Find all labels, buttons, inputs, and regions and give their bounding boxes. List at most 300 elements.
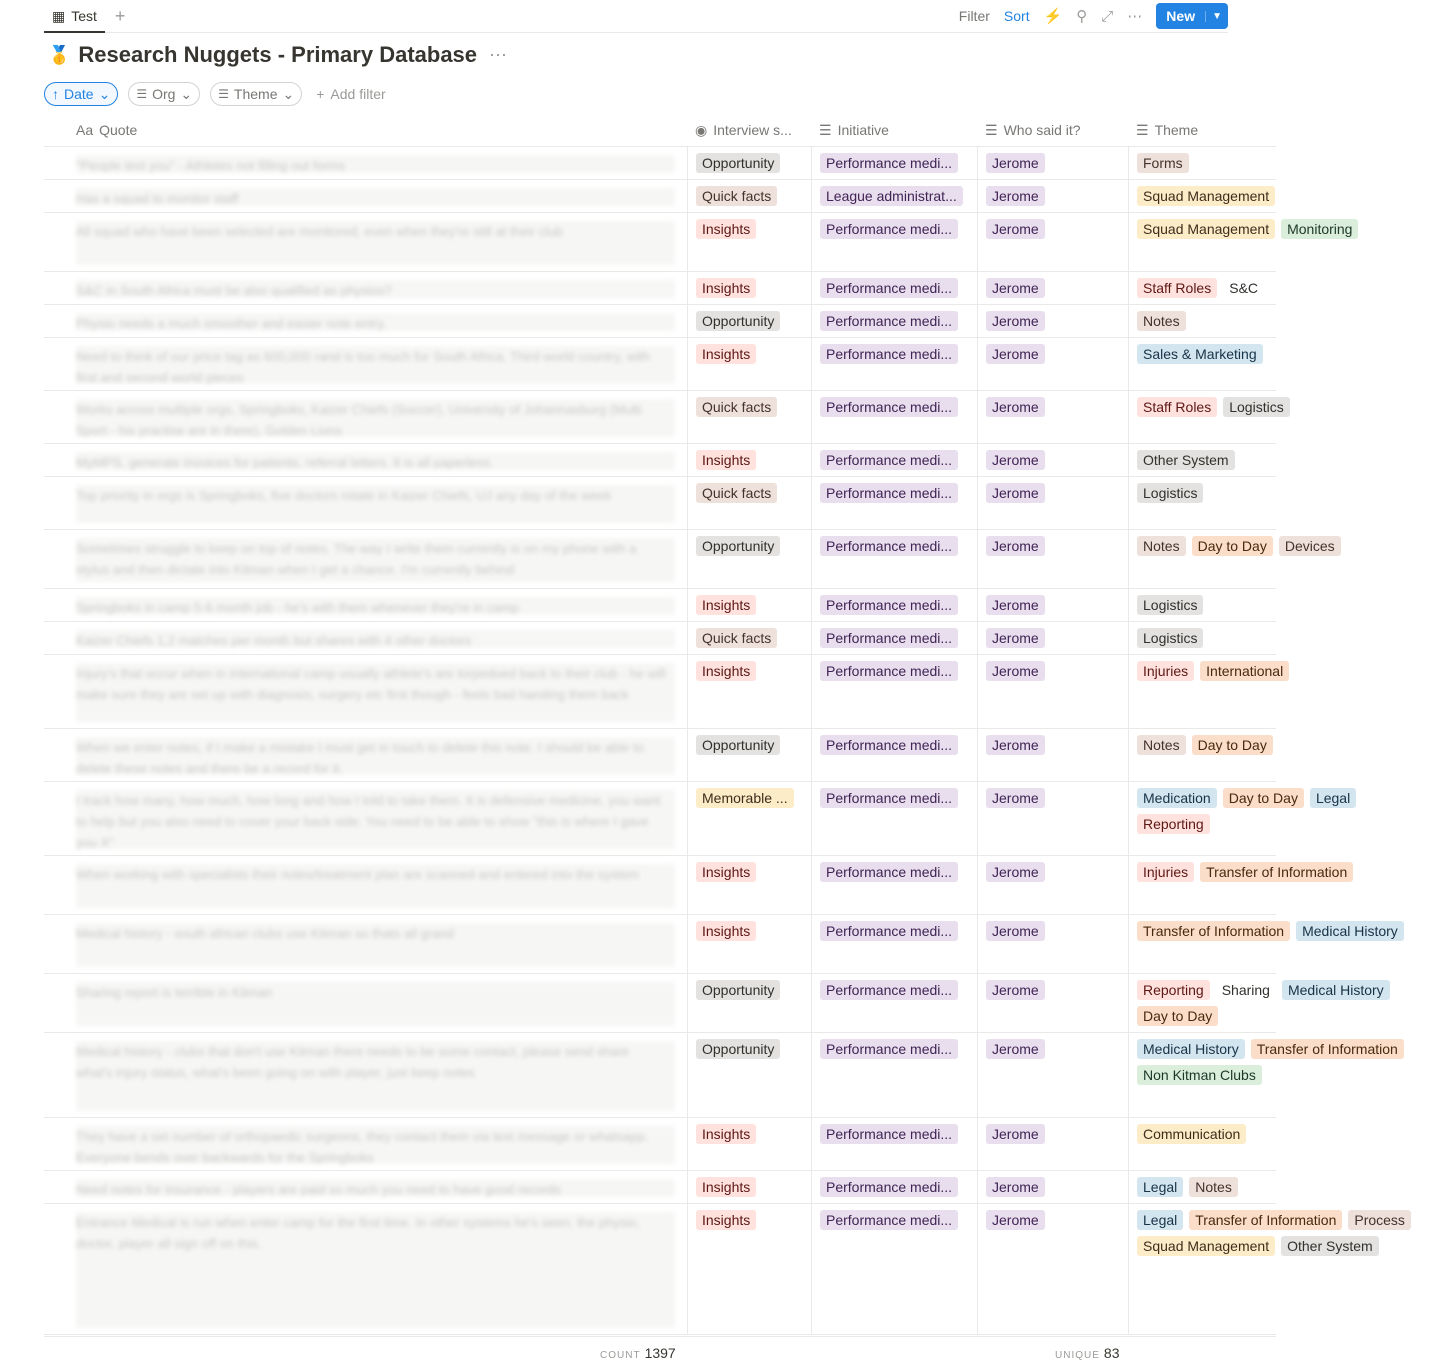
- theme-tags: [1137, 536, 1437, 562]
- filter-date[interactable]: [44, 82, 118, 106]
- filter-bar: [44, 82, 386, 106]
- filter-label: Org: [152, 86, 176, 102]
- theme-tags: [1137, 219, 1437, 245]
- column-label: Interview s...: [713, 122, 792, 138]
- interview-type-tag: Insights: [696, 921, 756, 941]
- who-tag: Jerome: [986, 788, 1045, 808]
- initiative-cell[interactable]: [811, 338, 977, 390]
- who-cell[interactable]: [977, 729, 1128, 781]
- quote-cell[interactable]: [44, 729, 687, 781]
- table-icon: ▦: [52, 7, 66, 24]
- theme-cell[interactable]: [1128, 391, 1284, 443]
- theme-tags: [1137, 661, 1437, 687]
- add-filter-button[interactable]: [316, 86, 385, 102]
- list-icon: ☰: [819, 121, 832, 138]
- theme-tag: Logistics: [1137, 628, 1203, 648]
- theme-tag: Communication: [1137, 1124, 1246, 1144]
- initiative-tag: League administrat...: [820, 186, 963, 206]
- theme-tag: Medical History: [1282, 980, 1390, 1000]
- who-tag: Jerome: [986, 595, 1045, 615]
- theme-cell[interactable]: [1128, 180, 1276, 212]
- who-cell[interactable]: [977, 1171, 1128, 1203]
- filter-button[interactable]: Filter: [958, 8, 990, 24]
- initiative-cell[interactable]: [811, 147, 977, 179]
- initiative-cell[interactable]: [811, 477, 977, 529]
- interview-type-tag: Insights: [696, 661, 756, 681]
- quote-cell[interactable]: [44, 147, 687, 179]
- quote-cell[interactable]: [44, 856, 687, 914]
- theme-tag: Other System: [1281, 1236, 1379, 1256]
- who-cell[interactable]: [977, 444, 1128, 476]
- quote-cell[interactable]: [44, 782, 687, 855]
- interview-type-tag: Insights: [696, 1177, 756, 1197]
- chevron-down-icon[interactable]: ▼: [1205, 11, 1228, 22]
- view-tab-label: Test: [71, 8, 97, 24]
- more-icon[interactable]: ⋯: [1127, 8, 1143, 25]
- initiative-cell[interactable]: [811, 530, 977, 588]
- view-tab[interactable]: [44, 1, 105, 33]
- theme-tag: Legal: [1137, 1210, 1183, 1230]
- quote-cell[interactable]: [44, 1204, 687, 1334]
- who-cell[interactable]: [977, 180, 1128, 212]
- interview-type-cell[interactable]: [687, 655, 811, 728]
- interview-type-cell[interactable]: [687, 147, 811, 179]
- add-view-icon[interactable]: +: [114, 5, 126, 26]
- title-more-icon[interactable]: ⋯: [489, 44, 508, 65]
- interview-type-tag: Opportunity: [696, 980, 780, 1000]
- theme-cell[interactable]: [1128, 1171, 1276, 1203]
- interview-type-tag: Opportunity: [696, 153, 780, 173]
- quote-text: Sharing report is terrible in Kitman: [76, 982, 675, 1026]
- initiative-cell[interactable]: [811, 1033, 977, 1117]
- table-row[interactable]: [44, 530, 1335, 589]
- theme-cell[interactable]: [1128, 589, 1276, 621]
- interview-type-tag: Opportunity: [696, 536, 780, 556]
- initiative-tag: Performance medi...: [820, 450, 958, 470]
- theme-tag: Reporting: [1137, 980, 1210, 1000]
- theme-tag: Devices: [1279, 536, 1341, 556]
- table-row[interactable]: [44, 856, 1348, 915]
- sort-button[interactable]: Sort: [1003, 8, 1030, 24]
- quote-cell[interactable]: [44, 589, 687, 621]
- initiative-tag: Performance medi...: [820, 278, 958, 298]
- quote-text: Kaizer Chiefs 1,2 matches per month but shares with 4 other doctors: [76, 630, 675, 648]
- theme-cell[interactable]: [1128, 338, 1276, 390]
- who-cell[interactable]: [977, 915, 1128, 973]
- quote-cell[interactable]: [44, 444, 687, 476]
- theme-tag: Notes: [1137, 536, 1186, 556]
- interview-type-cell[interactable]: [687, 1118, 811, 1170]
- quote-text: MyMPS, generate invoices for patients, referral letters. It is all paperless.: [76, 452, 675, 470]
- quote-cell[interactable]: [44, 915, 687, 973]
- plus-icon: +: [316, 86, 325, 102]
- who-cell[interactable]: [977, 1033, 1128, 1117]
- theme-tags: [1137, 397, 1437, 423]
- quote-text: Medical history - clubs that don't use Kitman there needs to be some contact, please send share what's injury status, what's been going on with player, just keep notes: [76, 1041, 675, 1111]
- table-row[interactable]: [44, 589, 1276, 622]
- who-tag: Jerome: [986, 1210, 1045, 1230]
- filter-label: Theme: [233, 86, 278, 102]
- table-row[interactable]: [44, 180, 1276, 213]
- expand-icon[interactable]: ⤢: [1101, 7, 1114, 25]
- column-header-quote[interactable]: [44, 114, 687, 146]
- interview-type-cell[interactable]: [687, 782, 811, 855]
- initiative-cell[interactable]: [811, 782, 977, 855]
- interview-type-tag: Insights: [696, 1124, 756, 1144]
- interview-type-cell[interactable]: [687, 477, 811, 529]
- interview-type-cell[interactable]: [687, 974, 811, 1032]
- interview-type-tag: Insights: [696, 450, 756, 470]
- interview-type-tag: Quick facts: [696, 483, 777, 503]
- table-row[interactable]: [44, 305, 1276, 338]
- interview-type-cell[interactable]: [687, 622, 811, 654]
- theme-tag: Day to Day: [1137, 1006, 1218, 1026]
- theme-tags: [1137, 595, 1437, 621]
- theme-cell[interactable]: [1128, 213, 1353, 271]
- theme-tag: Notes: [1137, 735, 1186, 755]
- theme-tag: Process: [1348, 1210, 1411, 1230]
- quote-text: Need to think of our price tag as 600,000 rand is too much for South Africa. Third world country, with first and second world pieces: [76, 346, 675, 384]
- table-row[interactable]: [44, 782, 1351, 856]
- who-cell[interactable]: [977, 622, 1128, 654]
- column-header-theme[interactable]: [1128, 114, 1276, 146]
- who-cell[interactable]: [977, 272, 1128, 304]
- theme-tag: Medical History: [1137, 1039, 1245, 1059]
- count-label: COUNT: [600, 1350, 641, 1361]
- theme-tag: Other System: [1137, 450, 1235, 470]
- page-title-row: [48, 42, 507, 68]
- column-label: Initiative: [837, 122, 889, 138]
- who-tag: Jerome: [986, 397, 1045, 417]
- table-row[interactable]: [44, 1033, 1398, 1118]
- theme-tag: Reporting: [1137, 814, 1210, 834]
- quote-text: Sometimes struggle to keep on top of notes. The way I write them currently is on my phone with a stylus and then dictate into Kitman when I get a chance. I'm currently behind: [76, 538, 675, 582]
- quote-cell[interactable]: [44, 655, 687, 728]
- quote-cell[interactable]: [44, 1118, 687, 1170]
- initiative-tag: Performance medi...: [820, 1177, 958, 1197]
- who-tag: Jerome: [986, 862, 1045, 882]
- interview-type-cell[interactable]: [687, 338, 811, 390]
- theme-cell[interactable]: [1128, 477, 1276, 529]
- table-row[interactable]: [44, 391, 1284, 444]
- who-tag: Jerome: [986, 536, 1045, 556]
- theme-cell[interactable]: [1128, 1033, 1398, 1117]
- interview-type-tag: Opportunity: [696, 735, 780, 755]
- quote-text: "People test you" - Athletes not filling out forms: [76, 155, 675, 173]
- table-row[interactable]: [44, 147, 1276, 180]
- interview-type-cell[interactable]: [687, 915, 811, 973]
- theme-tag: Sharing: [1221, 982, 1270, 998]
- who-tag: Jerome: [986, 1039, 1045, 1059]
- interview-type-tag: Opportunity: [696, 311, 780, 331]
- quote-cell[interactable]: [44, 338, 687, 390]
- theme-cell[interactable]: [1128, 1204, 1405, 1334]
- theme-cell[interactable]: [1128, 305, 1276, 337]
- who-cell[interactable]: [977, 213, 1128, 271]
- unique-label: UNIQUE: [1055, 1350, 1100, 1361]
- initiative-tag: Performance medi...: [820, 397, 958, 417]
- theme-cell[interactable]: [1128, 915, 1398, 973]
- who-tag: Jerome: [986, 483, 1045, 503]
- initiative-tag: Performance medi...: [820, 1210, 958, 1230]
- interview-type-cell[interactable]: [687, 856, 811, 914]
- table-row[interactable]: [44, 338, 1276, 391]
- quote-text: Need notes for insurance - players are paid so much you need to have good records: [76, 1179, 675, 1197]
- interview-type-tag: Insights: [696, 344, 756, 364]
- theme-tag: Injuries: [1137, 661, 1194, 681]
- column-header-interview[interactable]: [687, 114, 811, 146]
- interview-type-cell[interactable]: [687, 1204, 811, 1334]
- quote-text: All squad who have been selected are monitored, even when they're still at their club: [76, 221, 675, 265]
- initiative-cell[interactable]: [811, 305, 977, 337]
- list-icon: ☰: [218, 87, 229, 101]
- quote-cell[interactable]: [44, 622, 687, 654]
- interview-type-tag: Insights: [696, 219, 756, 239]
- search-icon[interactable]: ⚲: [1076, 8, 1088, 25]
- initiative-cell[interactable]: [811, 391, 977, 443]
- who-cell[interactable]: [977, 1118, 1128, 1170]
- theme-cell[interactable]: [1128, 530, 1335, 588]
- theme-tag: Forms: [1137, 153, 1189, 173]
- theme-cell[interactable]: [1128, 655, 1284, 728]
- who-tag: Jerome: [986, 661, 1045, 681]
- interview-type-cell[interactable]: [687, 444, 811, 476]
- initiative-cell[interactable]: [811, 213, 977, 271]
- who-tag: Jerome: [986, 735, 1045, 755]
- theme-tags: [1137, 1177, 1437, 1203]
- table-row[interactable]: [44, 1118, 1276, 1171]
- interview-type-cell[interactable]: [687, 180, 811, 212]
- table-row[interactable]: [44, 974, 1384, 1033]
- quote-cell[interactable]: [44, 1171, 687, 1203]
- theme-cell[interactable]: [1128, 622, 1276, 654]
- initiative-tag: Performance medi...: [820, 1124, 958, 1144]
- theme-tag: Day to Day: [1192, 735, 1273, 755]
- quote-cell[interactable]: [44, 1033, 687, 1117]
- interview-type-cell[interactable]: [687, 530, 811, 588]
- theme-tag: Transfer of Information: [1137, 921, 1290, 941]
- column-header-initiative[interactable]: [811, 114, 977, 146]
- who-tag: Jerome: [986, 1124, 1045, 1144]
- theme-tags: [1137, 862, 1437, 888]
- table-row[interactable]: [44, 1204, 1405, 1335]
- interview-type-cell[interactable]: [687, 305, 811, 337]
- theme-tags: [1137, 735, 1437, 761]
- column-label: Theme: [1154, 122, 1199, 138]
- initiative-cell[interactable]: [811, 856, 977, 914]
- initiative-cell[interactable]: [811, 589, 977, 621]
- text-type-icon: Aa: [76, 122, 94, 138]
- theme-tags: [1137, 1039, 1437, 1091]
- who-tag: Jerome: [986, 219, 1045, 239]
- database-table: [44, 114, 1405, 1335]
- who-cell[interactable]: [977, 338, 1128, 390]
- who-tag: Jerome: [986, 186, 1045, 206]
- initiative-cell[interactable]: [811, 444, 977, 476]
- new-button-label[interactable]: New: [1166, 8, 1196, 24]
- initiative-tag: Performance medi...: [820, 483, 958, 503]
- quote-text: They have a set number of orthopaedic surgeons, they contact them via text message or whatsapp. Everyone bends over backwards for the Springboks: [76, 1126, 675, 1164]
- table-row[interactable]: [44, 272, 1276, 305]
- table-row[interactable]: [44, 915, 1398, 974]
- column-header-who[interactable]: [977, 114, 1128, 146]
- table-row[interactable]: [44, 477, 1276, 530]
- table-row[interactable]: [44, 655, 1284, 729]
- initiative-cell[interactable]: [811, 1204, 977, 1334]
- interview-type-tag: Quick facts: [696, 186, 777, 206]
- quote-cell[interactable]: [44, 477, 687, 529]
- who-cell[interactable]: [977, 530, 1128, 588]
- table-row[interactable]: [44, 622, 1276, 655]
- initiative-tag: Performance medi...: [820, 344, 958, 364]
- page-title[interactable]: Research Nuggets - Primary Database: [78, 42, 478, 67]
- theme-tag: International: [1200, 661, 1289, 681]
- theme-tags: [1137, 483, 1437, 509]
- initiative-tag: Performance medi...: [820, 980, 958, 1000]
- theme-tags: [1137, 1124, 1437, 1150]
- unique-value: 83: [1103, 1345, 1120, 1361]
- theme-tag: S&C: [1229, 280, 1259, 296]
- table-body: [44, 147, 1405, 1335]
- theme-cell[interactable]: [1128, 974, 1384, 1032]
- count-summary: [600, 1345, 676, 1361]
- initiative-tag: Performance medi...: [820, 628, 958, 648]
- theme-tag: Staff Roles: [1137, 397, 1217, 417]
- interview-type-tag: Memorable ...: [696, 788, 794, 808]
- initiative-cell[interactable]: [811, 180, 977, 212]
- filter-org[interactable]: [128, 82, 200, 106]
- who-cell[interactable]: [977, 305, 1128, 337]
- interview-type-cell[interactable]: [687, 272, 811, 304]
- quote-cell[interactable]: [44, 180, 687, 212]
- initiative-tag: Performance medi...: [820, 921, 958, 941]
- who-cell[interactable]: [977, 589, 1128, 621]
- who-tag: Jerome: [986, 344, 1045, 364]
- initiative-cell[interactable]: [811, 1118, 977, 1170]
- initiative-cell[interactable]: [811, 915, 977, 973]
- quote-text: When we enter notes, if I make a mistake I must get in touch to delete this note. I should be able to delete these notes and there be a record for it.: [76, 737, 675, 775]
- quote-text: I track how many, how much, how long and how I told to take them. It is defensive medicine, you want to help but you also need to cover your back side. You need to be able to show "this is where I gave you X": [76, 790, 675, 849]
- interview-type-tag: Opportunity: [696, 1039, 780, 1059]
- chevron-down-icon: ⌄: [98, 85, 111, 102]
- interview-type-cell[interactable]: [687, 589, 811, 621]
- who-tag: Jerome: [986, 980, 1045, 1000]
- theme-cell[interactable]: [1128, 729, 1276, 781]
- theme-cell[interactable]: [1128, 272, 1276, 304]
- initiative-cell[interactable]: [811, 1171, 977, 1203]
- theme-tag: Non Kitman Clubs: [1137, 1065, 1262, 1085]
- page-emoji-icon[interactable]: 🥇: [48, 44, 71, 65]
- table-footer: [44, 1336, 1276, 1369]
- theme-tag: Transfer of Information: [1189, 1210, 1342, 1230]
- interview-type-cell[interactable]: [687, 213, 811, 271]
- quote-cell[interactable]: [44, 391, 687, 443]
- add-filter-label: Add filter: [330, 86, 386, 102]
- theme-tags: [1137, 921, 1437, 947]
- initiative-tag: Performance medi...: [820, 219, 958, 239]
- list-icon: ☰: [985, 121, 998, 138]
- chevron-down-icon: ⌄: [282, 85, 295, 102]
- quote-cell[interactable]: [44, 213, 687, 271]
- initiative-cell[interactable]: [811, 974, 977, 1032]
- interview-type-cell[interactable]: [687, 1033, 811, 1117]
- list-icon: ☰: [136, 87, 148, 101]
- who-cell[interactable]: [977, 147, 1128, 179]
- quote-text: Physio needs a much smoother and easier note entry.: [76, 313, 675, 331]
- theme-tag: Staff Roles: [1137, 278, 1217, 298]
- automation-icon[interactable]: ⚡: [1043, 8, 1063, 25]
- initiative-cell[interactable]: [811, 622, 977, 654]
- column-label: Quote: [99, 122, 138, 138]
- table-row[interactable]: [44, 729, 1276, 782]
- status-icon: ◉: [695, 121, 708, 138]
- theme-tag: Day to Day: [1192, 536, 1273, 556]
- initiative-tag: Performance medi...: [820, 735, 958, 755]
- theme-tag: Injuries: [1137, 862, 1194, 882]
- who-cell[interactable]: [977, 655, 1128, 728]
- quote-cell[interactable]: [44, 530, 687, 588]
- theme-cell[interactable]: [1128, 856, 1348, 914]
- who-tag: Jerome: [986, 278, 1045, 298]
- theme-tags: [1137, 788, 1437, 840]
- theme-tag: Logistics: [1137, 483, 1203, 503]
- theme-tag: Transfer of Information: [1251, 1039, 1404, 1059]
- quote-cell[interactable]: [44, 272, 687, 304]
- interview-type-cell[interactable]: [687, 729, 811, 781]
- initiative-tag: Performance medi...: [820, 153, 958, 173]
- interview-type-cell[interactable]: [687, 391, 811, 443]
- quote-cell[interactable]: [44, 974, 687, 1032]
- quote-cell[interactable]: [44, 305, 687, 337]
- theme-cell[interactable]: [1128, 444, 1276, 476]
- theme-tags: [1137, 278, 1437, 304]
- who-cell[interactable]: [977, 477, 1128, 529]
- theme-tag: Squad Management: [1137, 186, 1275, 206]
- filter-theme[interactable]: [210, 82, 302, 106]
- count-value: 1397: [644, 1345, 676, 1361]
- table-row[interactable]: [44, 1171, 1276, 1204]
- list-icon: ☰: [1136, 121, 1149, 138]
- theme-tags: [1137, 344, 1437, 370]
- theme-tag: Monitoring: [1281, 219, 1358, 239]
- theme-tags: [1137, 186, 1437, 212]
- interview-type-cell[interactable]: [687, 1171, 811, 1203]
- theme-cell[interactable]: [1128, 147, 1276, 179]
- who-cell[interactable]: [977, 974, 1128, 1032]
- theme-tag: Day to Day: [1223, 788, 1304, 808]
- table-row[interactable]: [44, 444, 1276, 477]
- who-cell[interactable]: [977, 391, 1128, 443]
- who-cell[interactable]: [977, 1204, 1128, 1334]
- who-tag: Jerome: [986, 311, 1045, 331]
- filter-label: Date: [64, 86, 94, 102]
- who-tag: Jerome: [986, 628, 1045, 648]
- theme-tag: Medication: [1137, 788, 1217, 808]
- initiative-cell[interactable]: [811, 272, 977, 304]
- theme-tag: Transfer of Information: [1200, 862, 1353, 882]
- new-button[interactable]: [1156, 3, 1228, 29]
- who-cell[interactable]: [977, 782, 1128, 855]
- who-cell[interactable]: [977, 856, 1128, 914]
- theme-cell[interactable]: [1128, 782, 1351, 855]
- initiative-cell[interactable]: [811, 729, 977, 781]
- initiative-cell[interactable]: [811, 655, 977, 728]
- theme-cell[interactable]: [1128, 1118, 1276, 1170]
- table-row[interactable]: [44, 213, 1353, 272]
- theme-tags: [1137, 628, 1437, 654]
- theme-tag: Sales & Marketing: [1137, 344, 1263, 364]
- quote-text: Entrance Medical is run when enter camp for the first time. In other systems he's seen, the physio, doctor, player all sign off on this.: [76, 1212, 675, 1328]
